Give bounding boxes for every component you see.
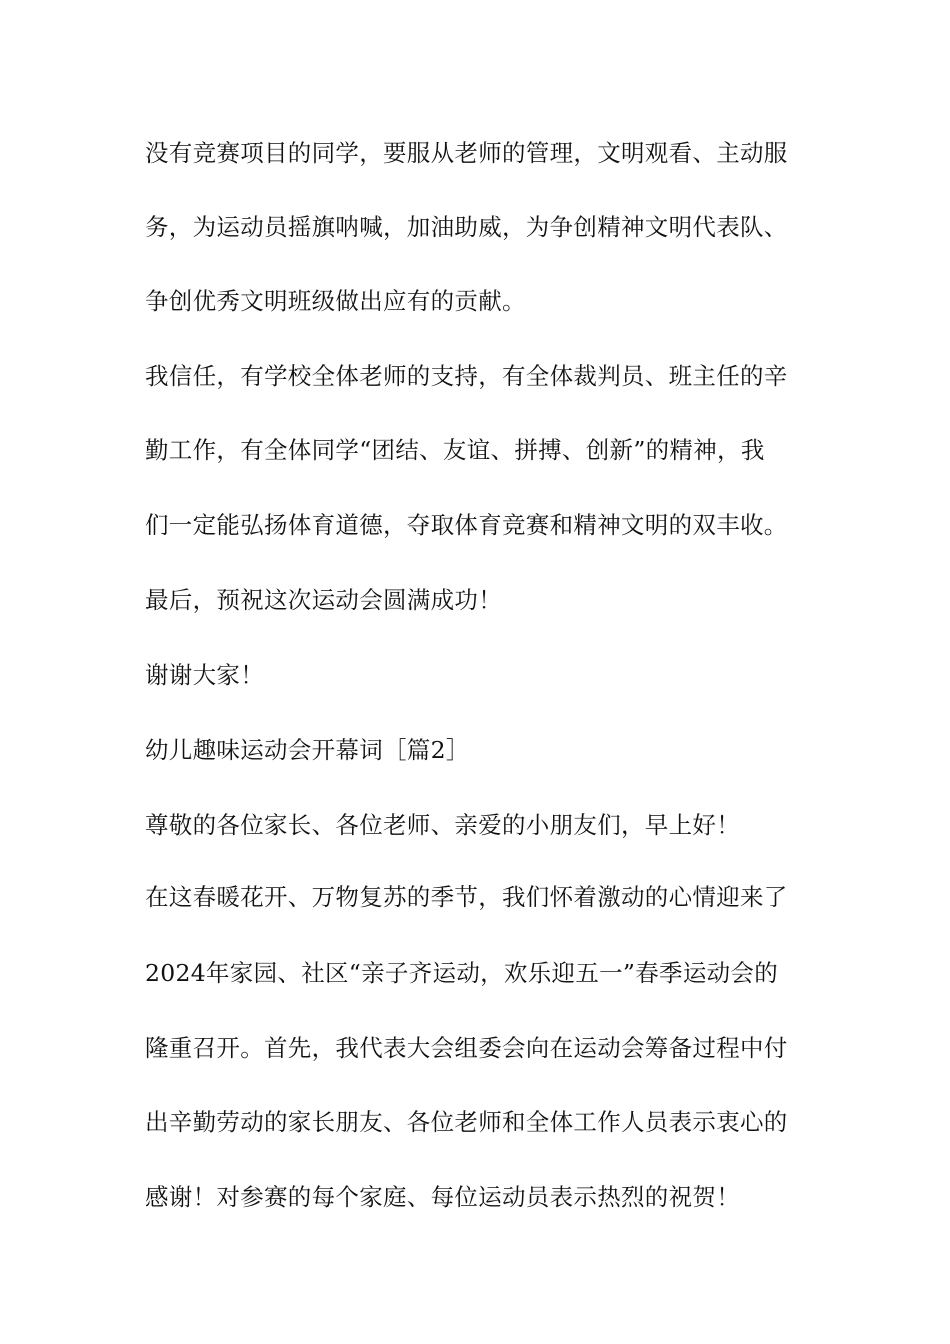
- paragraph-line: 尊敬的各位家长、各位老师、亲爱的小朋友们，早上好！: [145, 811, 740, 839]
- paragraph-line: 2024年家园、社区“亲子齐运动，欢乐迎五一”春季运动会的: [145, 959, 779, 987]
- paragraph-line: 隆重召开。首先，我代表大会组委会向在运动会筹备过程中付: [145, 1034, 788, 1062]
- paragraph-line: 最后，预祝这次运动会圆满成功！: [145, 586, 502, 614]
- paragraph-line: 务，为运动员摇旗呐喊，加油助威，为争创精神文明代表队、: [145, 213, 788, 241]
- paragraph-line: 们一定能弘扬体育道德，夺取体育竞赛和精神文明的双丰收。: [145, 511, 788, 539]
- paragraph-line: 我信任，有学校全体老师的支持，有全体裁判员、班主任的辛: [145, 362, 788, 390]
- paragraph-line: 争创优秀文明班级做出应有的贡献。: [145, 287, 526, 315]
- paragraph-line: 感谢！对参赛的每个家庭、每位运动员表示热烈的祝贺！: [145, 1183, 740, 1211]
- paragraph-line: 谢谢大家！: [145, 661, 264, 689]
- section-heading: 幼儿趣味运动会开幕词［篇2］: [145, 736, 470, 764]
- paragraph-line: 在这春暖花开、万物复苏的季节，我们怀着激动的心情迎来了: [145, 883, 788, 911]
- paragraph-line: 勤工作，有全体同学“团结、友谊、拼搏、创新”的精神，我: [145, 436, 765, 464]
- paragraph-line: 没有竞赛项目的同学，要服从老师的管理，文明观看、主动服: [145, 139, 788, 167]
- paragraph-line: 出辛勤劳动的家长朋友、各位老师和全体工作人员表示衷心的: [145, 1108, 788, 1136]
